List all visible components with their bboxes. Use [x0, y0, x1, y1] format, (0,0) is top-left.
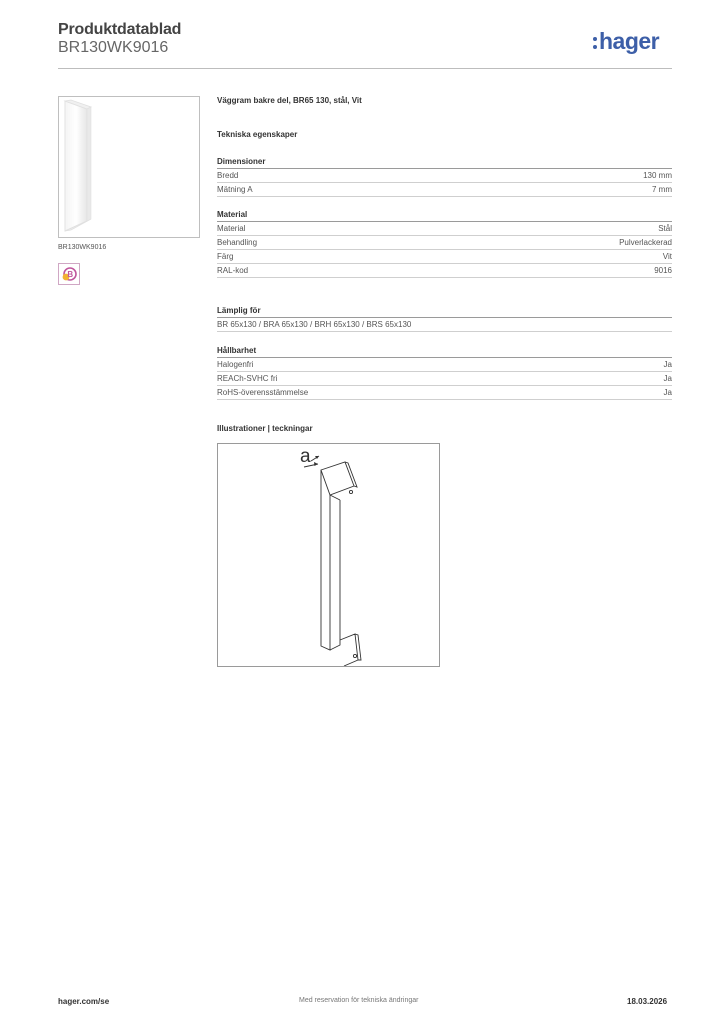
badge-letter: B — [67, 270, 74, 280]
spec-value: 9016 — [654, 266, 672, 275]
logo-dots-icon — [593, 37, 598, 51]
footer-date: 18.03.2026 — [627, 997, 668, 1006]
spec-row — [217, 372, 672, 386]
sustainability-badge-icon — [58, 263, 80, 285]
spec-row — [217, 386, 672, 400]
spec-row — [217, 250, 672, 264]
spec-value: Pulverlackerad — [619, 238, 672, 247]
spec-label: REACh-SVHC fri — [217, 374, 278, 383]
wall-frame-drawing-icon — [218, 444, 439, 666]
dimensions-section — [217, 156, 672, 197]
footer-disclaimer: Med reservation för tekniska ändringar — [299, 997, 419, 1004]
spec-label: Material — [217, 224, 246, 233]
illustrations-heading: Illustrationer | teckningar — [217, 424, 313, 433]
spec-row — [217, 264, 672, 278]
section-title: Dimensioner — [217, 156, 672, 169]
compatible-products: BR 65x130 / BRA 65x130 / BRH 65x130 / BRS 65x130 — [217, 320, 412, 329]
header-divider — [58, 68, 672, 69]
section-title: Lämplig för — [217, 305, 672, 318]
spec-label: RAL-kod — [217, 266, 249, 275]
spec-row — [217, 183, 672, 197]
product-code: BR130WK9016 — [58, 39, 169, 56]
spec-label: RoHS-överensstämmelse — [217, 388, 309, 397]
material-section — [217, 209, 672, 278]
footer-website-link[interactable]: hager.com/se — [58, 997, 110, 1006]
wall-frame-part-icon — [59, 97, 199, 237]
spec-value: Vit — [662, 252, 672, 261]
dimension-label-a: a — [300, 446, 311, 467]
image-caption: BR130WK9016 — [58, 244, 107, 251]
logo-text: hager — [599, 28, 660, 54]
spec-row — [217, 169, 672, 183]
section-title: Material — [217, 209, 672, 222]
technical-heading: Tekniska egenskaper — [217, 130, 298, 139]
spec-row — [217, 236, 672, 250]
spec-value: 130 mm — [643, 171, 672, 180]
spec-row — [217, 318, 672, 332]
spec-row — [217, 222, 672, 236]
spec-label: Behandling — [217, 238, 258, 247]
spec-value: Ja — [663, 374, 672, 383]
spec-value: 7 mm — [652, 185, 672, 194]
product-description: Väggram bakre del, BR65 130, stål, Vit — [217, 96, 362, 105]
technical-drawing — [217, 443, 440, 667]
spec-value: Ja — [663, 388, 672, 397]
suitable-for-section — [217, 305, 672, 332]
document-title: Produktdatablad — [58, 21, 182, 38]
spec-label: Halogenfri — [217, 360, 254, 369]
spec-label: Bredd — [217, 171, 239, 180]
spec-label: Mätning A — [217, 185, 253, 194]
hager-logo — [593, 27, 659, 55]
sustainability-section — [217, 345, 672, 400]
spec-value: Ja — [663, 360, 672, 369]
spec-label: Färg — [217, 252, 234, 261]
section-title: Hållbarhet — [217, 345, 672, 358]
spec-value: Stål — [658, 224, 672, 233]
product-image — [58, 96, 200, 238]
spec-row — [217, 358, 672, 372]
